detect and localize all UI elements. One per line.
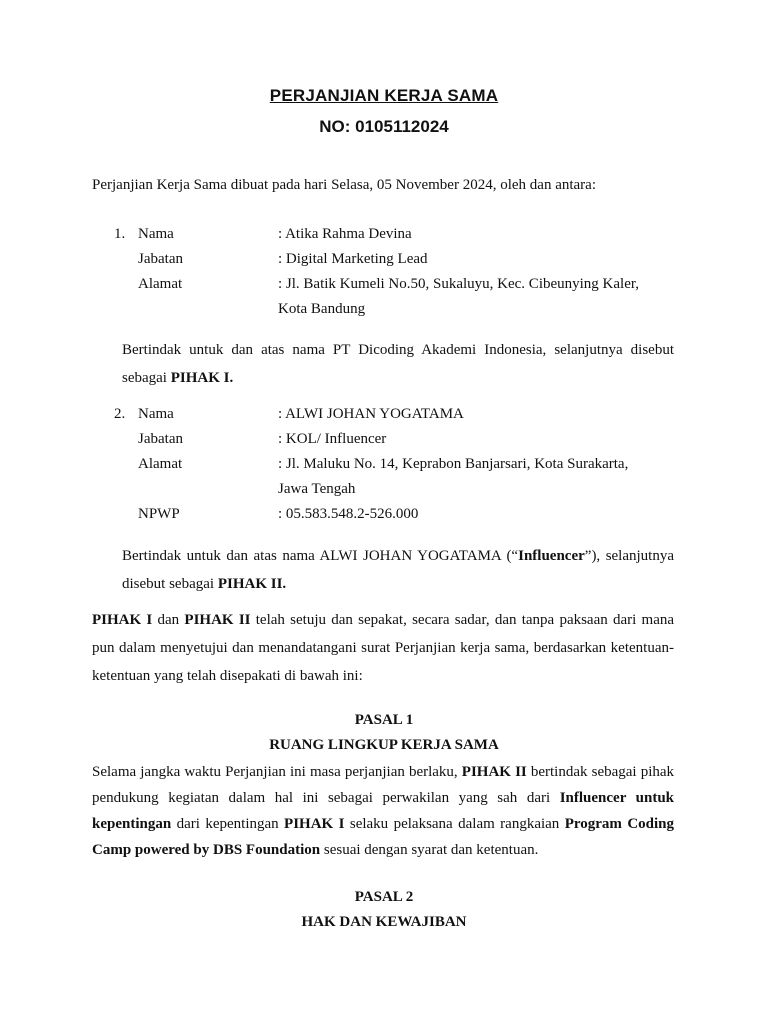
agreement-party-1: PIHAK I — [92, 612, 153, 628]
party-2-details — [114, 402, 674, 527]
party-1-address-value-line-2: Kota Bandung — [278, 301, 366, 317]
pasal-2-heading: PASAL 2 — [354, 889, 414, 905]
party-2-npwp-label: NPWP — [138, 506, 180, 522]
intro-paragraph: Perjanjian Kerja Sama dibuat pada hari Selasa, 05 November 2024, oleh dan antara: — [92, 177, 596, 193]
number-value: 0105112024 — [355, 117, 449, 136]
document-title: PERJANJIAN KERJA SAMA — [269, 86, 499, 105]
document-number — [0, 117, 768, 137]
party-1-address-label: Alamat — [138, 276, 183, 292]
party-2-address-label: Alamat — [138, 456, 183, 472]
pasal-1-bold-4: Program Coding Camp powered by DBS Foundation — [92, 816, 675, 858]
party-2-acting-bold: Influencer — [518, 548, 585, 564]
party-2-position-label: Jabatan — [138, 431, 183, 447]
party-2-name-value: : ALWI JOHAN YOGATAMA — [278, 406, 464, 422]
pasal-1-heading-block — [0, 708, 768, 758]
pasal-2-heading-block — [0, 885, 768, 935]
party-2-address-value-line-2: Jawa Tengah — [278, 481, 356, 497]
party-1-details — [114, 222, 674, 322]
pasal-1-bold-2: Influencer untuk kepentingan — [92, 790, 675, 832]
party-2-acting-paragraph — [122, 542, 674, 598]
party-1-index: 1. — [114, 226, 126, 242]
party-1-address-value-line-1: : Jl. Batik Kumeli No.50, Sukaluyu, Kec. Cibeunying Kaler, — [278, 276, 640, 292]
document-header — [0, 86, 768, 137]
party-1-role: PIHAK I. — [170, 370, 234, 386]
agreement-party-2: PIHAK II — [184, 612, 251, 628]
party-2-name-label: Nama — [138, 406, 174, 422]
party-1-name-value: : Atika Rahma Devina — [278, 226, 412, 242]
party-2-role: PIHAK II. — [217, 576, 287, 592]
agreement-paragraph — [92, 606, 674, 690]
pasal-1-text-3: dari kepentingan — [176, 816, 279, 832]
pasal-1-bold-1: PIHAK II — [461, 764, 527, 780]
party-1-position-value: : Digital Marketing Lead — [278, 251, 428, 267]
party-2-acting-text-2: ”), selanjutnya disebut sebagai — [122, 548, 675, 592]
party-2-index: 2. — [114, 406, 126, 422]
pasal-1-body — [92, 759, 674, 863]
pasal-1-subheading: RUANG LINGKUP KERJA SAMA — [269, 737, 499, 753]
party-1-name-label: Nama — [138, 226, 174, 242]
party-2-position-value: : KOL/ Influencer — [278, 431, 387, 447]
agreement-text: telah setuju dan sepakat, secara sadar, dan tanpa paksaan dari mana pun dalam menyetujui dan menandatangani surat Perjanjian kerja sama, berdasarkan ketentuan-ketentuan yang telah disepakati di bawah ini: — [92, 612, 675, 684]
pasal-1-bold-3: PIHAK I — [284, 816, 345, 832]
number-label: NO: — [319, 117, 351, 136]
party-1-position-label: Jabatan — [138, 251, 183, 267]
party-1-acting-paragraph — [122, 336, 674, 392]
pasal-2-subheading: HAK DAN KEWAJIBAN — [301, 914, 467, 930]
pasal-1-heading: PASAL 1 — [354, 712, 414, 728]
pasal-1-text-4: selaku pelaksana dalam rangkaian — [349, 816, 560, 832]
agreement-and: dan — [157, 612, 180, 628]
party-2-npwp-value: : 05.583.548.2-526.000 — [278, 506, 419, 522]
party-2-acting-text-1: Bertindak untuk dan atas nama ALWI JOHAN YOGATAMA (“ — [122, 548, 519, 564]
pasal-1-text-1: Selama jangka waktu Perjanjian ini masa perjanjian berlaku, — [92, 764, 458, 780]
party-2-address-value-line-1: : Jl. Maluku No. 14, Keprabon Banjarsari, Kota Surakarta, — [278, 456, 629, 472]
pasal-1-text-5: sesuai dengan syarat dan ketentuan. — [323, 842, 539, 858]
pasal-1-text-2: bertindak sebagai pihak pendukung kegiatan dalam hal ini sebagai perwakilan yang sah dari — [92, 764, 675, 806]
party-1-acting-text: Bertindak untuk dan atas nama PT Dicoding Akademi Indonesia, selanjutnya disebut sebagai — [122, 342, 674, 386]
